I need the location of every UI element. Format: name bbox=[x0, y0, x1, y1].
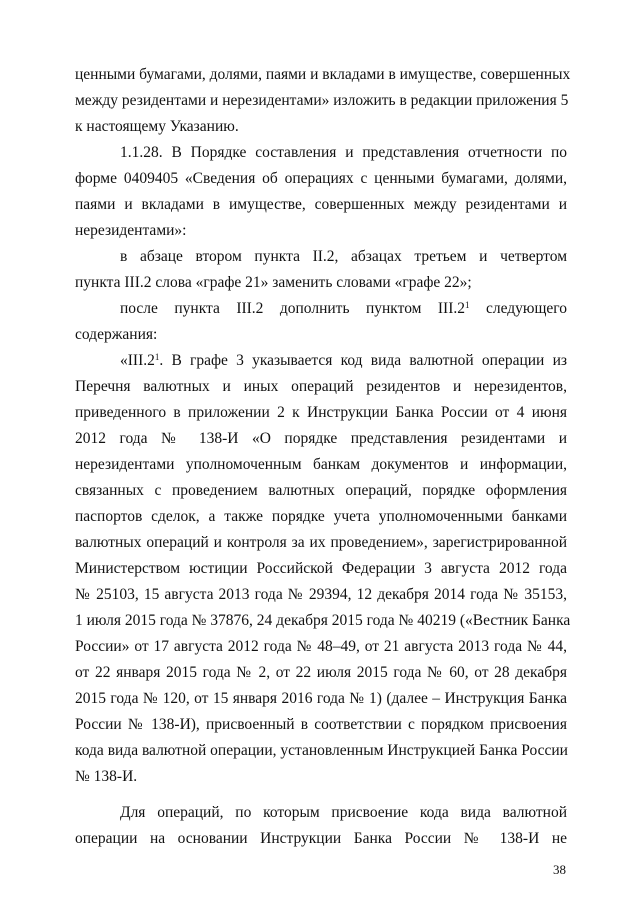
text-line bbox=[75, 348, 567, 374]
text-line bbox=[75, 504, 567, 530]
text-line-content: 2015 года № 120, от 15 января 2016 года № 1) (далее – Инструкция Банка bbox=[75, 690, 567, 707]
text-line-content: нерезидентами»: bbox=[75, 222, 187, 239]
text-line-content: Министерством юстиции Российской Федерации 3 августа 2012 года bbox=[75, 560, 567, 577]
text-line-content: 1.1.28. В Порядке составления и представления отчетности по bbox=[120, 144, 567, 161]
text-line-content: в абзаце втором пункта II.2, абзацах третьем и четвертом bbox=[120, 248, 567, 265]
text-line-content: между резидентами и нерезидентами» изложить в редакции приложения 5 bbox=[75, 92, 569, 109]
text-line bbox=[75, 426, 567, 452]
text-line bbox=[75, 192, 567, 218]
text-line-content: паспортов сделок, а также порядке учета уполномоченными банками bbox=[75, 508, 567, 525]
text-line bbox=[75, 608, 571, 634]
text-line bbox=[75, 686, 567, 712]
text-line bbox=[75, 322, 567, 348]
text-line-content: содержания: bbox=[75, 326, 158, 343]
text-line bbox=[75, 660, 567, 686]
text-line bbox=[75, 712, 567, 738]
text-line-content: приведенного в приложении 2 к Инструкции Банка России от 4 июня bbox=[75, 404, 567, 421]
text-line-content: связанных с проведением валютных операций, порядке оформления bbox=[75, 482, 567, 499]
text-line-content: Перечня валютных и иных операций резидентов и нерезидентов, bbox=[75, 378, 567, 395]
text-line-content: операции на основании Инструкции Банка России № 138-И не bbox=[75, 830, 567, 847]
text-line bbox=[75, 478, 567, 504]
text-line-content: «III.2 bbox=[120, 352, 155, 369]
text-line-content: № 25103, 15 августа 2013 года № 29394, 12 декабря 2014 года № 35153, bbox=[75, 586, 567, 603]
text-line-content: России № 138-И), присвоенный в соответствии с порядком присвоения bbox=[75, 716, 567, 733]
paragraph-gap bbox=[75, 790, 567, 800]
text-line bbox=[75, 530, 567, 556]
text-line bbox=[75, 166, 567, 192]
text-line bbox=[75, 244, 567, 270]
page-number: 38 bbox=[553, 862, 566, 877]
text-line bbox=[75, 826, 567, 852]
text-line bbox=[75, 140, 567, 166]
text-line bbox=[75, 114, 567, 140]
text-line-content: № 138-И. bbox=[75, 768, 138, 785]
text-line-content: форме 0409405 «Сведения об операциях с ценными бумагами, долями, bbox=[75, 170, 567, 187]
text-line-content: 1 июля 2015 года № 37876, 24 декабря 2015 года № 40219 («Вестник Банка bbox=[75, 612, 571, 629]
text-line-content: паями и вкладами в имуществе, совершенных между резидентами и bbox=[75, 196, 567, 213]
text-line bbox=[75, 88, 567, 114]
superscript: 1 bbox=[465, 300, 470, 310]
text-line-content: ценными бумагами, долями, паями и вкладами в имуществе, совершенных bbox=[75, 66, 571, 83]
text-line-content: валютных операций и контроля за их проведением», зарегистрированной bbox=[75, 534, 567, 551]
text-line-content: Для операций, по которым присвоение кода вида валютной bbox=[120, 804, 567, 821]
text-line bbox=[75, 270, 567, 296]
text-line bbox=[75, 634, 567, 660]
text-line bbox=[75, 400, 567, 426]
text-line bbox=[75, 582, 567, 608]
document-body bbox=[75, 62, 571, 852]
text-line-content: пункта III.2 слова «графе 21» заменить словами «графе 22»; bbox=[75, 274, 472, 291]
text-line bbox=[75, 296, 567, 322]
text-line-content: 2012 года № 138-И «О порядке представления резидентами и bbox=[75, 430, 567, 447]
superscript: 1 bbox=[154, 352, 160, 362]
text-line bbox=[75, 738, 567, 764]
text-line-content: к настоящему Указанию. bbox=[75, 118, 239, 135]
text-line-content: нерезидентами уполномоченным банкам документов и информации, bbox=[75, 456, 567, 473]
text-line-content: России» от 17 августа 2012 года № 48–49, от 21 августа 2013 года № 44, bbox=[75, 638, 567, 655]
text-line bbox=[75, 62, 571, 88]
text-line bbox=[75, 452, 567, 478]
text-line bbox=[75, 764, 567, 790]
text-line bbox=[75, 218, 567, 244]
text-line-continuation: следующего bbox=[469, 300, 568, 317]
text-line-content: от 22 января 2015 года № 2, от 22 июля 2015 года № 60, от 28 декабря bbox=[75, 664, 567, 681]
text-line-continuation: . В графе 3 указывается код вида валютной операции из bbox=[159, 352, 567, 369]
text-line bbox=[75, 800, 567, 826]
text-line bbox=[75, 374, 567, 400]
text-line bbox=[75, 556, 567, 582]
text-line-content: кода вида валютной операции, установленным Инструкцией Банка России bbox=[75, 742, 568, 759]
text-line-content: после пункта III.2 дополнить пунктом III.2 bbox=[120, 300, 466, 317]
